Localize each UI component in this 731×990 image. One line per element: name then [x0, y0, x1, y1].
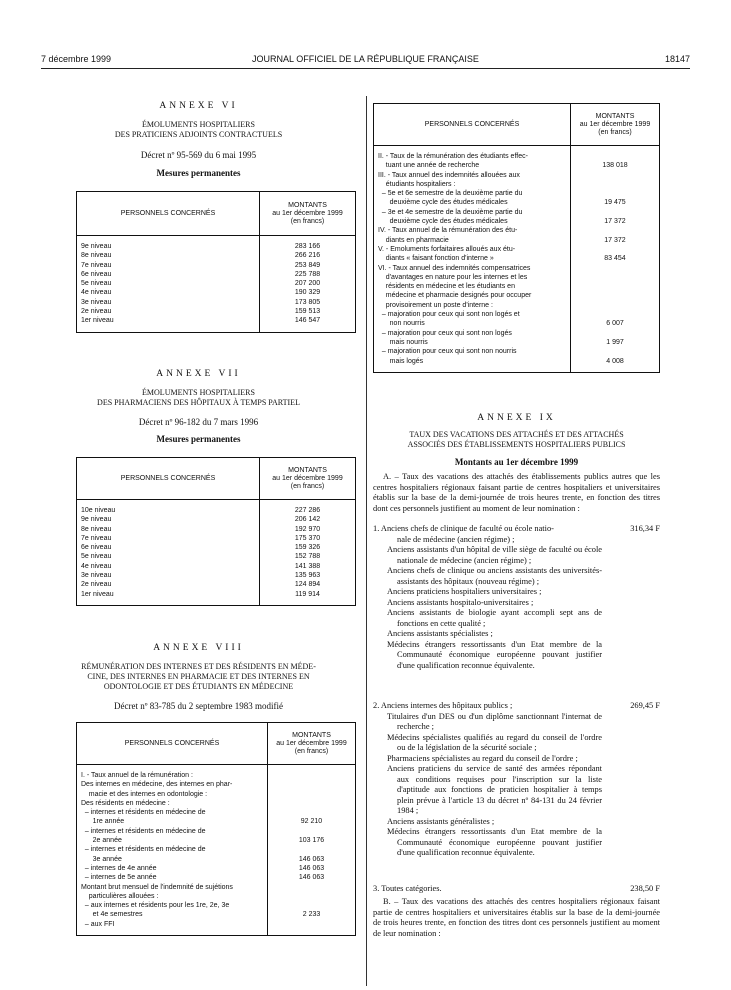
row-label: deuxième cycle des études médicales	[378, 218, 508, 226]
list-item: Médecins étrangers ressortissants d'un Etat membre de la Communauté économique européenne pouvant justifier d'une qualification reconnue équivalente.	[387, 827, 602, 857]
row-value	[268, 845, 356, 854]
list-item: Pharmaciens spécialistes au regard du conseil de l'ordre ;	[387, 753, 578, 763]
annex9-montants: Montants au 1er décembre 1999	[454, 457, 579, 467]
table-row	[374, 264, 660, 273]
item2-list	[373, 712, 660, 859]
table-row	[77, 307, 356, 316]
row-value: 175 370	[260, 534, 356, 543]
row-value: 83 454	[571, 254, 660, 263]
col-montants	[260, 192, 356, 236]
row-label: – majoration pour ceux qui sont non logés	[378, 329, 512, 337]
table-row	[77, 864, 356, 873]
item2-heading	[373, 701, 660, 712]
row-value: 146 547	[260, 316, 356, 325]
row-label: 6e niveau	[81, 544, 112, 552]
row-value: 225 788	[260, 270, 356, 279]
row-value	[268, 808, 356, 817]
col-montants-1: MONTANTS	[292, 731, 331, 739]
row-label: 7e niveau	[81, 261, 112, 269]
row-label: et 4e semestres	[81, 911, 143, 919]
annex9-sub1: TAUX DES VACATIONS DES ATTACHÉS ET DES ATTACHÉS	[409, 430, 624, 439]
row-value	[571, 301, 660, 310]
row-value	[571, 152, 660, 161]
column-divider	[366, 96, 367, 986]
table-row	[77, 799, 356, 808]
row-label: 7e niveau	[81, 534, 112, 542]
row-label: 1re année	[81, 818, 125, 826]
row-label: mais logés	[378, 357, 424, 365]
row-label: 1er niveau	[81, 590, 114, 598]
item1-head-text: 1. Anciens chefs de clinique de faculté ou école natio-	[373, 524, 554, 533]
row-label: médecine et pharmacie designés pour occuper	[378, 292, 532, 300]
header-page-number: 18147	[664, 54, 690, 64]
row-value	[571, 226, 660, 235]
table-row	[77, 552, 356, 561]
table-row	[77, 901, 356, 910]
table-row	[374, 291, 660, 300]
table-row	[374, 301, 660, 310]
row-label: diants en pharmacie	[378, 236, 449, 244]
header-journal-title: JOURNAL OFFICIEL DE LA RÉPUBLIQUE FRANÇAISE	[252, 54, 479, 64]
col-montants	[260, 458, 356, 500]
table-row	[374, 217, 660, 226]
row-label: – internes et résidents en médecine de	[81, 846, 206, 854]
row-value	[571, 282, 660, 291]
list-item: Anciens praticiens hospitaliers universitaires ;	[387, 587, 542, 596]
table-row	[374, 171, 660, 180]
annex8-title: ANNEXE VIII	[153, 643, 244, 653]
annex9-title: ANNEXE IX	[477, 413, 556, 423]
row-label: macie et des internes en odontologie :	[81, 790, 208, 798]
row-value	[268, 771, 356, 780]
row-value	[268, 827, 356, 836]
annex7-rows	[77, 500, 356, 606]
table-row	[77, 883, 356, 892]
table-row	[374, 161, 660, 170]
row-value: 141 388	[260, 562, 356, 571]
table-row	[77, 836, 356, 845]
header-rule	[41, 68, 690, 69]
row-value: 206 142	[260, 515, 356, 524]
table-row	[77, 242, 356, 251]
row-label: 8e niveau	[81, 252, 112, 260]
col-montants	[571, 104, 660, 146]
row-label: 3e année	[81, 855, 122, 863]
table-row	[77, 288, 356, 297]
col-montants-1: MONTANTS	[288, 201, 327, 209]
row-label: 1er niveau	[81, 317, 114, 325]
row-value: 159 513	[260, 307, 356, 316]
row-value: 207 200	[260, 279, 356, 288]
annex8-table	[76, 722, 356, 936]
list-item: Anciens assistants spécialistes ;	[387, 629, 493, 638]
col-montants-3: (en francs)	[294, 747, 329, 755]
col-montants-1: MONTANTS	[595, 112, 635, 120]
col-montants	[268, 723, 356, 765]
row-value	[571, 310, 660, 319]
row-label: V. - Emoluments forfaitaires alloués aux étu-	[378, 245, 516, 253]
table-row	[77, 920, 356, 929]
table-row	[77, 771, 356, 780]
row-label: – aux internes et résidents pour les 1re, 2e, 3e	[81, 902, 230, 910]
row-label: – 5e et 6e semestre de la deuxième partie du	[378, 190, 523, 198]
row-label: non nourris	[378, 320, 425, 328]
row-label: 2e année	[81, 837, 122, 845]
row-label: Des internes en médecine, des internes en phar-	[81, 781, 233, 789]
row-label: – internes de 5e année	[81, 874, 157, 882]
annex8-rows	[77, 765, 356, 936]
annex6-subtitle	[41, 120, 356, 140]
table-row	[77, 515, 356, 524]
row-value: 159 326	[260, 543, 356, 552]
annex6-sub1: ÉMOLUMENTS HOSPITALIERS	[142, 120, 255, 129]
table-row	[77, 892, 356, 901]
row-label: 4e niveau	[81, 562, 112, 570]
table-row	[77, 270, 356, 279]
annex8-decree: Décret nº 83-785 du 2 septembre 1983 modifié	[114, 701, 283, 711]
row-value: 146 063	[268, 855, 356, 864]
row-value	[571, 189, 660, 198]
table-row	[77, 580, 356, 589]
col-montants-1: MONTANTS	[288, 466, 327, 474]
table-row	[77, 855, 356, 864]
col-montants-3: (en francs)	[598, 128, 632, 136]
item1-list	[373, 545, 660, 671]
row-label: – internes et résidents en médecine de	[81, 809, 206, 817]
row-value	[268, 920, 356, 929]
row-value: 17 372	[571, 217, 660, 226]
row-label: VI. - Taux annuel des indemnités compensatrices	[378, 264, 531, 272]
row-value: 138 018	[571, 161, 660, 170]
row-value: 146 063	[268, 873, 356, 882]
annex9-intro: A. – Taux des vacations des attachés des établissements publics autres que les centres hospitaliers régionaux faisant partie de centres hospitaliers et universitaires établis sur la base de la demi-journée de trois heures trente, en fonction des titres dont ces personnels justifient au moment de leur nomination :	[373, 472, 660, 513]
table-row	[77, 590, 356, 599]
header-date: 7 décembre 1999	[41, 54, 112, 64]
table-row	[77, 543, 356, 552]
table-row	[374, 319, 660, 328]
table-row	[77, 571, 356, 580]
table-row	[374, 254, 660, 263]
item2-head-text: 2. Anciens internes des hôpitaux publics ;	[373, 701, 513, 710]
row-label: tuant une année de recherche	[378, 162, 480, 170]
table-row	[77, 251, 356, 260]
row-value: 192 970	[260, 525, 356, 534]
row-value: 17 372	[571, 236, 660, 245]
row-label: 4e niveau	[81, 289, 112, 297]
table-row	[77, 316, 356, 325]
row-label: 2e niveau	[81, 581, 112, 589]
row-value	[571, 208, 660, 217]
row-value	[268, 790, 356, 799]
row-label: 3e niveau	[81, 298, 112, 306]
table-row	[374, 208, 660, 217]
table-row	[374, 226, 660, 235]
row-label: mais nourris	[378, 338, 428, 346]
table-row	[77, 910, 356, 919]
row-label: – majoration pour ceux qui sont non logés et	[378, 311, 520, 319]
row-label: 8e niveau	[81, 525, 112, 533]
row-value: 119 914	[260, 590, 356, 599]
table-row	[77, 525, 356, 534]
row-value: 4 008	[571, 357, 660, 366]
row-label: deuxième cycle des études médicales	[378, 199, 508, 207]
list-item: Anciens assistants d'un hôpital de ville siège de faculté ou école nationale de médecine (ancien régime) ;	[387, 545, 602, 565]
col-personnels: PERSONNELS CONCERNÉS	[77, 723, 268, 765]
annex7-subtitle	[41, 388, 356, 408]
col-montants-2: au 1er décembre 1999	[579, 120, 651, 128]
table-row	[77, 808, 356, 817]
row-value	[571, 245, 660, 254]
table-row	[374, 347, 660, 356]
row-value	[571, 180, 660, 189]
row-value: 146 063	[268, 864, 356, 873]
table-row	[77, 873, 356, 882]
annex6-title: ANNEXE VI	[159, 101, 238, 111]
row-label: – aux FFI	[81, 920, 115, 928]
table-row	[77, 780, 356, 789]
annex9-sub2: ASSOCIÉS DES ÉTABLISSEMENTS HOSPITALIERS PUBLICS	[407, 440, 626, 449]
table-row	[77, 298, 356, 307]
table-row	[374, 180, 660, 189]
row-value: 190 329	[260, 288, 356, 297]
item2-amount: 269,45 F	[630, 701, 660, 710]
row-value: 266 216	[260, 251, 356, 260]
row-value	[268, 780, 356, 789]
list-item: Anciens assistants hospitalo-universitaires ;	[387, 597, 534, 607]
annex9-item2	[373, 701, 660, 859]
row-value	[268, 883, 356, 892]
row-label: – internes de 4e année	[81, 864, 157, 872]
annex8-sub2: CINE, DES INTERNES EN PHARMACIE ET DES INTERNES EN	[87, 672, 310, 681]
annex6-mesures: Mesures permanentes	[156, 168, 241, 178]
list-item: Anciens assistants de biologie ayant accompli sept ans de fonctions en cette qualité ;	[387, 608, 602, 628]
row-label: diants « faisant fonction d'interne »	[378, 255, 494, 263]
row-label: 5e niveau	[81, 280, 112, 288]
table-row	[374, 273, 660, 282]
row-label: 3e niveau	[81, 572, 112, 580]
annex9-item1	[373, 524, 660, 671]
row-label: II. - Taux de la rémunération des étudiants effec-	[378, 153, 528, 160]
row-value: 173 805	[260, 298, 356, 307]
row-label: 6e niveau	[81, 270, 112, 278]
table-row	[374, 198, 660, 207]
row-label: – internes et résidents en médecine de	[81, 827, 206, 835]
row-label: Montant brut mensuel de l'indemnité de sujétions	[81, 883, 233, 891]
row-value	[571, 347, 660, 356]
row-label: – majoration pour ceux qui sont non nourris	[378, 348, 517, 356]
row-value: 92 210	[268, 817, 356, 826]
table-row	[374, 357, 660, 366]
table-row	[374, 329, 660, 338]
table-row	[374, 189, 660, 198]
row-value: 6 007	[571, 319, 660, 328]
row-label: provisoirement un poste d'interne :	[378, 301, 493, 309]
col-montants-2: au 1er décembre 1999	[272, 209, 343, 217]
table-row	[77, 534, 356, 543]
row-label: 9e niveau	[81, 516, 112, 524]
row-label: 2e niveau	[81, 308, 112, 316]
annex6-table	[76, 191, 356, 333]
annex7-sub2: DES PHARMACIENS DES HÔPITAUX À TEMPS PARTIEL	[97, 398, 300, 407]
row-value	[571, 264, 660, 273]
annex8-subtitle	[41, 662, 356, 692]
annex8-cont-rows	[374, 146, 660, 373]
list-item: Médecins spécialistes qualifiés au regard du conseil de l'ordre ou de la législation de la sécurité sociale ;	[387, 732, 602, 752]
row-value: 152 788	[260, 552, 356, 561]
item1-head-cont: nale de médecine (ancien régime) ;	[397, 534, 515, 544]
table-row	[374, 245, 660, 254]
row-value	[571, 171, 660, 180]
annex8-sub3: ODONTOLOGIE ET DES ÉTUDIANTS EN MÉDECINE	[103, 682, 294, 691]
table-row	[374, 152, 660, 161]
list-item: Anciens praticiens du service de santé des armées répondant aux conditions requises pour l'inscription sur la liste d'aptitude aux fonctions de praticien hospitalier à temps plein prévue à l'article 13 du décret nº 84-131 du 24 février 1984 ;	[387, 764, 602, 815]
row-label: résidents en médecine et les étudiants en	[378, 283, 515, 291]
table-row	[77, 845, 356, 854]
table-row	[77, 261, 356, 270]
row-value	[571, 329, 660, 338]
row-label: particulières allouées :	[81, 892, 159, 900]
col-personnels: PERSONNELS CONCERNÉS	[374, 104, 571, 146]
annex7-sub1: ÉMOLUMENTS HOSPITALIERS	[142, 388, 255, 397]
table-row	[77, 827, 356, 836]
list-item: Anciens assistants généralistes ;	[387, 816, 495, 826]
row-label: – 3e et 4e semestre de la deuxième partie du	[378, 208, 523, 216]
row-label: étudiants hospitaliers :	[378, 180, 456, 188]
annex6-rows	[77, 236, 356, 333]
table-row	[374, 338, 660, 347]
annex9-para-b: B. – Taux des vacations des attachés des centres hospitaliers régionaux faisant partie de centres hospitaliers et universitaires établis sur la base de la demi-journée de trois heures trente, en fonction des titres dont ces personnels justifient au moment de leur nomination :	[373, 897, 660, 938]
row-label: IV. - Taux annuel de la rémunération des étu-	[378, 227, 518, 235]
row-label: 9e niveau	[81, 243, 112, 250]
row-label: I. - Taux annuel de la rémunération :	[81, 772, 193, 779]
col-montants-3: (en francs)	[290, 217, 325, 225]
row-value: 227 286	[260, 506, 356, 515]
table-row	[374, 282, 660, 291]
item1-amount: 316,34 F	[630, 524, 660, 533]
col-montants-3: (en francs)	[290, 482, 325, 490]
row-label: III. - Taux annuel des indemnités allouées aux	[378, 171, 520, 179]
annex7-table	[76, 457, 356, 606]
row-value	[268, 892, 356, 901]
col-montants-2: au 1er décembre 1999	[276, 739, 347, 747]
col-personnels: PERSONNELS CONCERNÉS	[77, 192, 260, 236]
row-value	[268, 799, 356, 808]
row-value: 283 166	[260, 242, 356, 251]
table-row	[77, 790, 356, 799]
item3-heading	[373, 884, 660, 895]
row-label: d'avantages en nature pour les internes et les	[378, 273, 528, 281]
col-montants-2: au 1er décembre 1999	[272, 474, 343, 482]
row-value: 124 894	[260, 580, 356, 589]
item3-head-text: 3. Toutes catégories.	[373, 884, 442, 893]
annex9-subtitle	[373, 430, 660, 450]
list-item: Titulaires d'un DES ou d'un diplôme sanctionnant l'internat de recherche ;	[387, 711, 602, 731]
row-value	[268, 901, 356, 910]
annex9-item3	[373, 884, 660, 895]
annex8-sub1: RÉMUNÉRATION DES INTERNES ET DES RÉSIDENTS EN MÉDE-	[81, 662, 316, 671]
row-label: 10e niveau	[81, 507, 116, 514]
annex7-decree: Décret nº 96-182 du 7 mars 1996	[138, 417, 259, 427]
annex8-cont-table	[373, 103, 660, 373]
table-row	[374, 236, 660, 245]
row-label: Des résidents en médecine :	[81, 799, 170, 807]
list-item: Médecins étrangers ressortissants d'un Etat membre de la Communauté économique européenne pouvant justifier d'une qualification reconnue équivalente.	[387, 639, 602, 670]
annex7-title: ANNEXE VII	[156, 369, 241, 379]
row-value: 253 849	[260, 261, 356, 270]
row-value	[571, 273, 660, 282]
list-item: Anciens chefs de clinique ou anciens assistants des universités-assistants des hôpitaux (nouveau régime) ;	[387, 566, 602, 586]
item1-heading	[373, 524, 660, 535]
row-value	[571, 291, 660, 300]
table-row	[77, 506, 356, 515]
row-value: 2 233	[268, 910, 356, 919]
table-row	[77, 817, 356, 826]
row-label: 5e niveau	[81, 553, 112, 561]
annex7-mesures: Mesures permanentes	[156, 434, 241, 444]
annex6-decree: Décret nº 95-569 du 6 mai 1995	[140, 150, 257, 160]
row-value: 19 475	[571, 198, 660, 207]
table-row	[77, 562, 356, 571]
annex6-sub2: DES PRATICIENS ADJOINTS CONTRACTUELS	[114, 130, 283, 139]
row-value: 103 176	[268, 836, 356, 845]
row-value: 1 997	[571, 338, 660, 347]
table-row	[374, 310, 660, 319]
col-personnels: PERSONNELS CONCERNÉS	[77, 458, 260, 500]
table-row	[77, 279, 356, 288]
item3-amount: 238,50 F	[630, 884, 660, 893]
running-header	[41, 54, 690, 68]
row-value: 135 963	[260, 571, 356, 580]
